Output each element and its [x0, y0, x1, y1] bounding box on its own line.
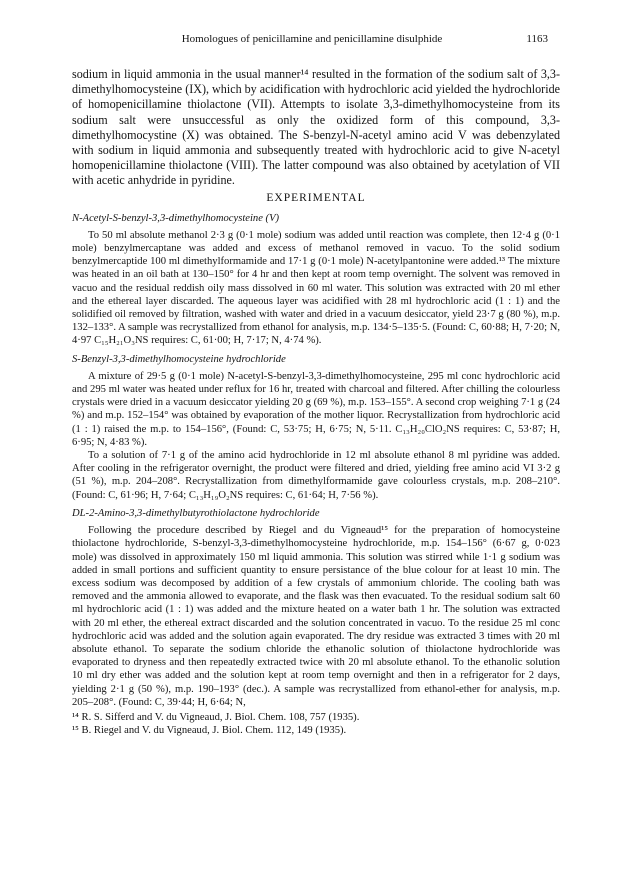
subsection-thiolactone-hydrochloride — [72, 507, 560, 709]
intro-paragraph: sodium in liquid ammonia in the usual manner¹⁴ resulted in the formation of the sodium salt of 3,3-dimethylhomocysteine (IX), which by acidification with hydrochloric acid yielded the hydrochloride of homopenicillamine thiolactone (VII). Attempts to isolate 3,3-dimethylhomocysteine from its sodium salt were unsuccessful as only the oxidized form of this compound, 3,3-dimethylhomocystine (X) was obtained. The S-benzyl-N-acetyl amino acid V was debenzylated with sodium in liquid ammonia and subsequently treated with hydrochloric acid to give N-acetyl homopenicillamine thiolactone (VIII). The latter compound was also obtained by acetylation of VII with acetic anhydride in pyridine. — [72, 67, 560, 188]
subsection-heading — [72, 507, 560, 520]
page-number: 1163 — [526, 33, 548, 45]
page-body — [72, 67, 560, 737]
intro-section — [72, 67, 560, 189]
subsection-heading-text: DL-2-Amino-3,3-dimethylbutyrothiolactone hydrochloride — [72, 507, 320, 519]
procedure-paragraph: A mixture of 29·5 g (0·1 mole) N-acetyl-S-benzyl-3,3-dimethylhomocysteine, 295 ml conc hydrochloric acid and 295 ml water was heated under reflux for 16 hr, treated with charcoal and filtered. After chilling the colourless crystals were dried in a vacuum desiccator yielding 20 g (69 %), m.p. 153–155°. A second crop weighing 7·1 g (24 %) and m.p. 152–154° was obtained by evaporation of the mother liquor. Recrystallization from hydrochloric acid (1 : 1) raised the m.p. to 154–156°, (Found: C, 53·75; H, 6·75; N, 5·11. C₁₃H₂₀ClO₂NS requires: C, 53·87; H, 6·95; N, 4·83 %). — [72, 370, 560, 448]
footnotes — [72, 711, 560, 737]
procedure-paragraph: To 50 ml absolute methanol 2·3 g (0·1 mole) sodium was added until reaction was complete, then 12·4 g (0·1 mole) benzylmercaptane was added and excess of methanol removed in vacuo. To the solid sodium benzylmercaptide 100 ml dimethylformamide and 17·1 g (0·1 mole) N-acetylpantonine were added.¹³ The mixture was heated in an oil bath at 130–150° for 4 hr and then kept at room temp overnight. The solvent was removed in vacuo and the residual reddish oily mass dissolved in 60 ml water. This solution was extracted with 20 ml ether and the ethereal layer discarded. The aqueous layer was acidified with 28 ml hydrochloric acid (1 : 1) and the solidified oil removed by filtration, washed with water and dried in a vacuum desiccator, yield 23·7 g (80 %), m.p. 132–133°. A sample was recrystallized from ethanol for analysis, m.p. 134·5–135·5. (Found: C, 60·88; H, 7·20; N, 4·97 C₁₅H₂₁O₃NS requires: C, 61·00; H, 7·17; N, 4·74 %). — [72, 229, 560, 347]
footnote: ¹⁵ B. Riegel and V. du Vigneaud, J. Biol. Chem. 112, 149 (1935). — [72, 724, 347, 736]
procedure-paragraph: Following the procedure described by Riegel and du Vigneaud¹⁵ for the preparation of homocysteine thiolactone hydrochloride, S-benzyl-3,3-dimethylhomocysteine hydrochloride, m.p. 154–156° (6·67 g, 0·023 mole) was dissolved in approximately 150 ml liquid ammonia. This solution was stirred while 1·1 g sodium was added in small portions and sufficient quantity to ensure persistance of the blue colour for at least 10 min. The excess sodium was decomposed by addition of a few crystals of ammonium chloride. The cooling bath was removed and the ammonia allowed to evaporate, and the flask was then evacuated. To the residual sodium salt 60 ml hydrochloric acid (1 : 1) was added and the mixture heated on a water bath 1 hr. The solution was extracted with 20 ml ether, the ethereal extract discarded and the solution concentrated in vacuo. To the residue 25 ml conc hydrochloric acid was added and the solution again evaporated. The dry residue was extracted 3 times with 20 ml absolute ethanol. To separate the sodium chloride the ethanolic solution of thiolactone hydrochloride was evaporated to dryness and then repeatedly extracted twice with 20 ml absolute ethanol. To the ethanolic solution 10 ml dry ether was added and the solution kept at room temp overnight and then in a refrigerator for 2 days, yielding 2·1 g (50 %), m.p. 190–193° (dec.). A sample was recrystallized from ethanol-ether for analysis, m.p. 205–208°. (Found: C, 39·44; H, 6·64; N, — [72, 525, 560, 708]
subsection-acetyl-benzyl — [72, 212, 560, 348]
subsection-heading-text: S-Benzyl-3,3-dimethylhomocysteine hydrochloride — [72, 353, 286, 365]
footnote: ¹⁴ R. S. Sifferd and V. du Vigneaud, J. Biol. Chem. 108, 757 (1935). — [72, 711, 360, 723]
subsection-heading-text: N-Acetyl-S-benzyl-3,3-dimethylhomocysteine (V) — [72, 212, 280, 224]
subsection-heading — [72, 353, 560, 366]
procedure-paragraph: To a solution of 7·1 g of the amino acid hydrochloride in 12 ml absolute ethanol 8 ml pyridine was added. After cooling in the refrigerator overnight, the product were filtered and dried, yielding free amino acid VI 3·2 g (51 %), m.p. 204–208°. Recrystallization from dimethylformamide gave colourless crystals, m.p. 208–210°. (Found: C, 61·96; H, 7·64; C₁₃H₁₉O₂NS requires: C, 61·64; H, 7·56 %). — [72, 450, 560, 501]
subsection-heading — [72, 212, 560, 225]
page-header — [0, 33, 624, 51]
experimental-title: EXPERIMENTAL — [266, 191, 366, 204]
running-title: Homologues of penicillamine and penicillamine disulphide — [181, 33, 443, 45]
subsection-benzyl-hydrochloride — [72, 353, 560, 502]
